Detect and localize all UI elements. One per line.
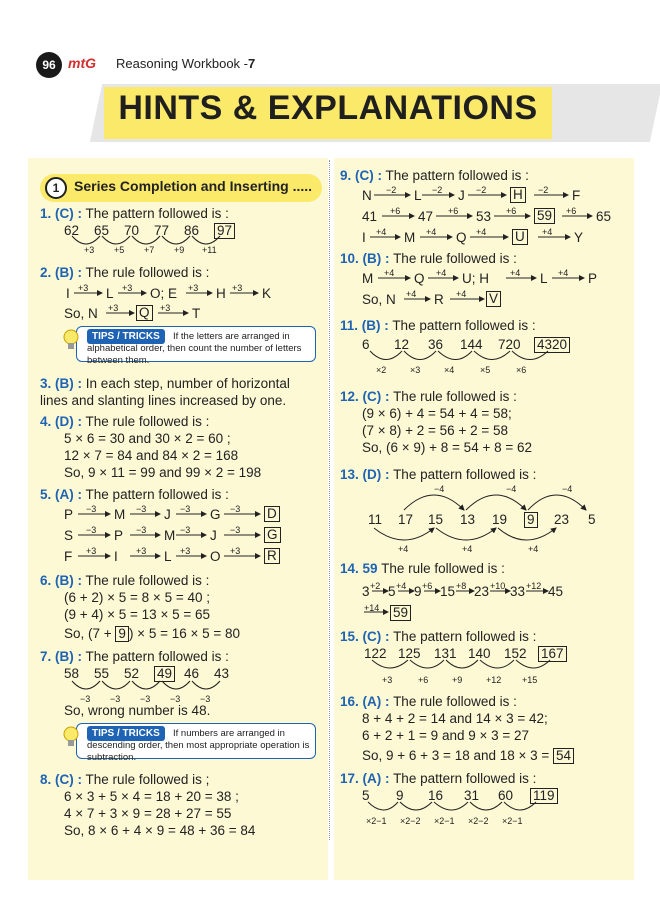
answer-box: R — [264, 548, 280, 564]
q6-line-3: So, (7 + 9 ) × 5 = 16 × 5 = 80 — [64, 626, 241, 641]
answer-box: 4320 — [534, 337, 570, 353]
brand-logo: mtG — [68, 55, 96, 71]
q5-row-2: S −3 P −3 M −3 J −3 G — [64, 524, 304, 542]
answer-box: 119 — [530, 788, 558, 804]
answer-box: Q — [136, 305, 153, 321]
page: 96 mtG Reasoning Workbook -7 HINTS & EXPLANATIONS 1 Series Completion and Inserting ..... 1. (C) : The pattern followed is : 62 65 70 77 86 97 +3 +5 +7 +9 +11 2. (B) : The rule followed is : I +3 L +3 O; E +3 H +3 K So, N +3 Q +3 T TIPS / TRICKS If the letters are arranged in alphabetical order, then count the number of letters between them. 3. (B) : In each step, number of horizontal lines and slanting lines increased by one. 4. (D) : The rule followed is : 5 × 6 = 30 and 30 × 2 = 60 ; 12 × 7 = 84 and 84 × 2 = 168 So, 9 × 11 = 99 and 99 × 2 = 198 5. (A) : The pattern followed is : P −3 M −3 J −3 G −3 D S −3 P −3 M −3 J −3 G F +3 I +3 L +3 O +3 R 6. (B) : The rule followed is : (6 + 2) × 5 = 8 × 5 = 40 ; (9 + 4) × 5 = 13 × 5 = 65 So, (7 + 9 ) × 5 = 16 × 5 = 80 7. (B) : The pattern followed is : 58 55 52 49 46 43 −3 −3 −3 −3 −3 So, wrong number is 48. TIPS / TRICKS If numbers are arranged in descending order, then most appropriate operation is subtraction. 8. (C) : The rule followed is ; 6 × 3 + 5 × 4 = 18 + 20 = 38 ; 4 × 7 + 3 × 9 = 28 + 27 = 55 So, 8 × 6 + 4 × 9 = 48 + 36 = 84 9. (C) : The pattern followed is : N −2 L −2 J −2 H −2 F 41 +6 47 +6 53 +6 59 +6 65 I +4 M +4 Q +4 U +4 Y 10. (B) : The rule followed is : M +4 Q +4 U; H +4 L +4 P So, N +4 R +4 V 11. (B) : The pattern followed is : 6 12 36 144 720 4320 ×2 ×3 ×4 ×5 ×6 12. (C) : The rule followed is : (9 × 6) + 4 = 54 + 4 = 58; (7 × 8) + 2 = 56 + 2 = 58 So, (6 × 9) + 8 = 54 + 8 = 62 13. (D) : The pattern followed is : −4 −4 −4 11 17 15 13 19 9 23 5 +4 +4 +4 14. 59 The rule followed is : 3 +2 5 +4 9 +6 15 +8 23 +10 33 +12 45 +14 59 15. (C) : The pattern followed is : 122 125 131 140 152 167 +3 +6 +9 +12 +15 16. (A) : The rule followed is : 8 + 4 + 2 = 14 and 14 × 3 = 42; 6 + 2 + 1 = 9 and 9 × 3 = 27 So, 9 + 6 + 3 = 18 and 18 × 3 = 54 17. (A) : The pattern followed is : 5 9 16 31 60 119 ×2−1 ×2−2 ×2−1 ×2−2 ×2−1 — [0, 0, 660, 904]
q16-line-1: 8 + 4 + 2 = 14 and 14 × 3 = 42; — [362, 711, 548, 726]
q9-row-1: N −2 L −2 J −2 H −2 F — [362, 185, 581, 203]
question-16: 16. (A) : The rule followed is : — [340, 694, 517, 709]
q6-line-1: (6 + 2) × 5 = 8 × 5 = 40 ; — [64, 590, 210, 605]
q14-line-2: +14 59 — [362, 600, 462, 622]
question-6: 6. (B) : The rule followed is : — [40, 573, 210, 588]
answer-box: D — [264, 506, 280, 522]
question-14: 14. 59 The rule followed is : — [340, 561, 505, 576]
q16-line-2: 6 + 2 + 1 = 9 and 9 × 3 = 27 — [362, 728, 530, 743]
question-8: 8. (C) : The rule followed is ; — [40, 772, 210, 787]
q12-line-1: (9 × 6) + 4 = 54 + 4 = 58; — [362, 406, 512, 421]
q14-line-1: 3 +2 5 +4 9 +6 15 +8 23 +10 33 +12 45 — [362, 581, 564, 599]
answer-box: 59 — [390, 605, 411, 621]
tips-box-2: TIPS / TRICKS If numbers are arranged in descending order, then most appropriate operation is subtraction. — [76, 723, 316, 759]
q10-row-1: M +4 Q +4 U; H +4 L +4 P — [362, 268, 598, 286]
question-7: 7. (B) : The pattern followed is : — [40, 649, 229, 664]
answer-box: G — [264, 527, 281, 543]
q5-row-3: F +3 I +3 L +3 O +3 R — [64, 545, 304, 563]
column-divider — [329, 160, 330, 840]
question-2: 2. (B) : The rule followed is : — [40, 265, 210, 280]
q4-line-2: 12 × 7 = 84 and 84 × 2 = 168 — [64, 448, 239, 463]
q4-line-3: So, 9 × 11 = 99 and 99 × 2 = 198 — [64, 465, 262, 480]
q9-row-2: 41 +6 47 +6 53 +6 59 +6 65 — [362, 206, 612, 224]
question-13: 13. (D) : The pattern followed is : — [340, 467, 537, 482]
q16-line-3: So, 9 + 6 + 3 = 18 and 18 × 3 = 54 — [362, 748, 574, 764]
question-1: 1. (C) : The pattern followed is : — [40, 206, 229, 221]
q10-row-2: So, N +4 R +4 V — [362, 288, 562, 306]
q12-line-2: (7 × 8) + 2 = 56 + 2 = 58 — [362, 423, 508, 438]
question-10: 10. (B) : The rule followed is : — [340, 251, 517, 266]
q3-line-2: lines and slanting lines increased by one. — [40, 393, 287, 408]
question-15: 15. (C) : The pattern followed is : — [340, 629, 537, 644]
page-title: HINTS & EXPLANATIONS — [118, 89, 538, 127]
answer-box: U — [512, 229, 528, 245]
page-number: 96 — [36, 52, 62, 78]
answer-box: 9 — [115, 626, 129, 642]
q9-row-3: I +4 M +4 Q +4 U +4 Y — [362, 227, 584, 245]
answer-box: V — [486, 291, 501, 307]
question-12: 12. (C) : The rule followed is : — [340, 389, 517, 404]
lightbulb-icon — [62, 725, 80, 749]
q6-line-2: (9 + 4) × 5 = 13 × 5 = 65 — [64, 607, 210, 622]
question-9: 9. (C) : The pattern followed is : — [340, 168, 529, 183]
q2-line-2: So, N +3 Q +3 T — [64, 303, 201, 321]
q5-row-1: P −3 M −3 J −3 G −3 D — [64, 503, 304, 521]
q4-line-1: 5 × 6 = 30 and 30 × 2 = 60 ; — [64, 431, 231, 446]
answer-box: 54 — [553, 748, 574, 764]
question-3: 3. (B) : In each step, number of horizontal — [40, 376, 290, 391]
answer-box: 97 — [214, 223, 235, 239]
q8-line-2: 4 × 7 + 3 × 9 = 28 + 27 = 55 — [64, 806, 232, 821]
question-11: 11. (B) : The pattern followed is : — [340, 318, 536, 333]
question-17: 17. (A) : The pattern followed is : — [340, 771, 537, 786]
answer-box: H — [510, 187, 526, 203]
answer-box: 9 — [524, 512, 538, 528]
answer-box: 59 — [534, 208, 555, 224]
section-title: Series Completion and Inserting ..... — [74, 178, 313, 194]
answer-box: 167 — [538, 646, 567, 662]
q12-line-3: So, (6 × 9) + 8 = 54 + 8 = 62 — [362, 440, 532, 455]
question-5: 5. (A) : The pattern followed is : — [40, 487, 229, 502]
question-4: 4. (D) : The rule followed is : — [40, 414, 210, 429]
workbook-title: Reasoning Workbook -7 — [116, 56, 256, 71]
q7-conclusion: So, wrong number is 48. — [64, 703, 211, 718]
section-number: 1 — [45, 177, 67, 199]
lightbulb-icon — [62, 328, 80, 352]
q2-line-1: I +3 L +3 O; E +3 H +3 K — [66, 283, 272, 301]
answer-box: 49 — [154, 666, 175, 682]
q8-line-1: 6 × 3 + 5 × 4 = 18 + 20 = 38 ; — [64, 789, 239, 804]
tips-box-1: TIPS / TRICKS If the letters are arranged in alphabetical order, then count the number of letters between them. — [76, 326, 316, 362]
q8-line-3: So, 8 × 6 + 4 × 9 = 48 + 36 = 84 — [64, 823, 256, 838]
